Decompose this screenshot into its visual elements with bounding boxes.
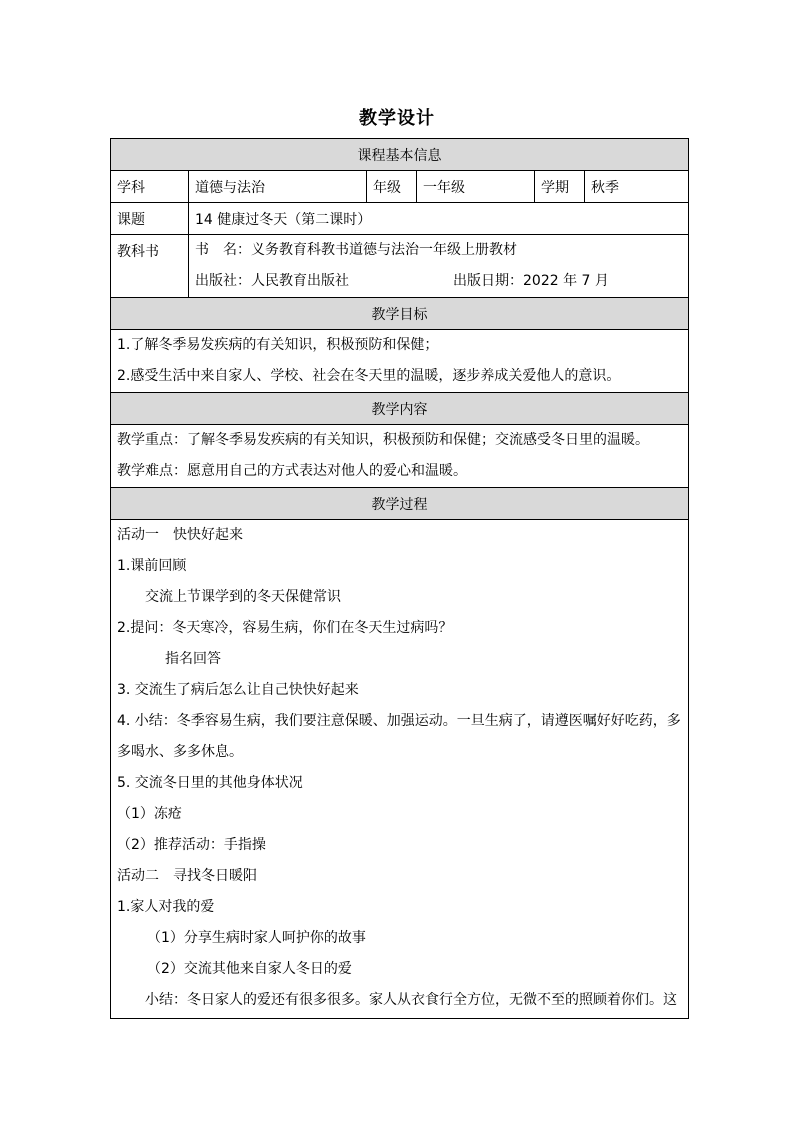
process-line: 多喝水、多多休息。 (117, 744, 243, 760)
process-line: 指名回答 (165, 651, 221, 667)
section-content: 教学内容 (111, 393, 689, 425)
subject-value: 道德与法治 (189, 171, 367, 203)
lesson-value: 14 健康过冬天（第二课时） (189, 203, 689, 235)
section-basic-info: 课程基本信息 (111, 139, 689, 171)
textbook-label: 教科书 (111, 235, 189, 298)
subject-row (111, 171, 689, 203)
process-line: （1）冻疮 (117, 806, 182, 822)
process-line: 交流上节课学到的冬天保健常识 (145, 589, 341, 605)
page-title: 教学设计 (359, 108, 435, 129)
process-line: 4. 小结：冬季容易生病，我们要注意保暖、加强运动。一旦生病了，请遵医嘱好好吃药，多 (117, 713, 681, 729)
publisher-line (189, 266, 688, 297)
book-name: 书 名：义务教育科教书道德与法治一年级上册教材 (195, 242, 517, 258)
publisher: 出版社：人民教育出版社 (195, 273, 349, 289)
process-line: 2.提问：冬天寒冷，容易生病，你们在冬天生过病吗？ (117, 620, 453, 636)
objective-item: 2.感受生活中来自家人、学校、社会在冬天里的温暖，逐步养成关爱他人的意识。 (117, 368, 621, 384)
section-row (111, 488, 689, 520)
activity-heading: 活动二 寻找冬日暖阳 (117, 868, 257, 884)
subject-label: 学科 (111, 171, 189, 203)
section-row (111, 139, 689, 171)
process-line: 小结：冬日家人的爱还有很多很多。家人从衣食行全方位，无微不至的照顾着你们。这 (145, 992, 677, 1008)
process-line: 3. 交流生了病后怎么让自己快快好起来 (117, 682, 359, 698)
section-row (111, 393, 689, 425)
grade-value: 一年级 (417, 171, 535, 203)
process-line: 1.家人对我的爱 (117, 899, 215, 915)
content-row (111, 425, 689, 488)
content-list (111, 425, 689, 488)
section-row (111, 298, 689, 330)
activity-heading: 活动一 快快好起来 (117, 527, 243, 543)
objectives-row (111, 330, 689, 393)
term-label: 学期 (535, 171, 585, 203)
lesson-plan-table (110, 138, 689, 1019)
process-line: 1.课前回顾 (117, 558, 187, 574)
process-row (111, 520, 689, 1019)
objectives-list (111, 330, 689, 393)
process-line: （2）推荐活动：手指操 (117, 837, 266, 853)
term-value: 秋季 (585, 171, 689, 203)
content-difficulties: 教学难点：愿意用自己的方式表达对他人的爱心和温暖。 (117, 463, 467, 479)
publish-date: 出版日期：2022 年 7 月 (453, 273, 609, 289)
lesson-label: 课题 (111, 203, 189, 235)
section-objectives: 教学目标 (111, 298, 689, 330)
content-key-points: 教学重点：了解冬季易发疾病的有关知识，积极预防和保健；交流感受冬日里的温暖。 (117, 432, 649, 448)
process-line: （2）交流其他来自家人冬日的爱 (147, 961, 352, 977)
grade-label: 年级 (367, 171, 417, 203)
textbook-info (189, 235, 689, 298)
objective-item: 1.了解冬季易发疾病的有关知识，积极预防和保健； (117, 337, 439, 353)
textbook-row (111, 235, 689, 298)
section-process: 教学过程 (111, 488, 689, 520)
process-body (111, 520, 689, 1019)
process-line: 5. 交流冬日里的其他身体状况 (117, 775, 303, 791)
process-line: （1）分享生病时家人呵护你的故事 (147, 930, 366, 946)
lesson-row (111, 203, 689, 235)
